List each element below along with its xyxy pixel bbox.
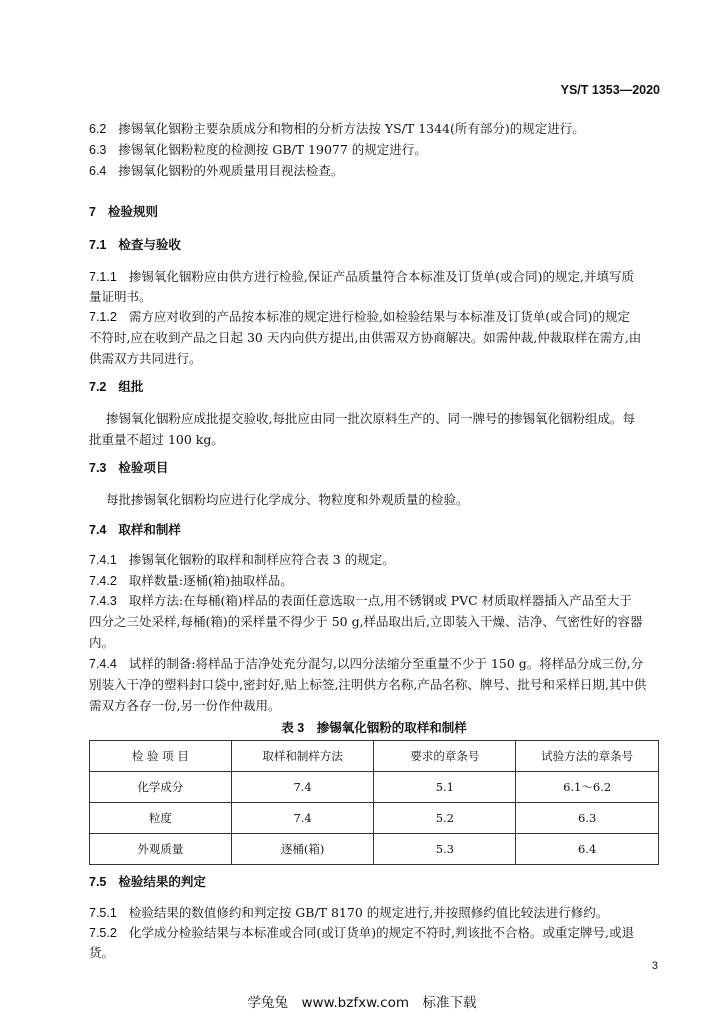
standard-code: YS/T 1353—2020	[560, 83, 660, 97]
table-cell: 5.2	[374, 803, 516, 834]
table-row	[90, 834, 659, 865]
table-cell: 6.4	[516, 834, 659, 865]
footer-watermark-link[interactable]: 学兔兔 www.bzfxw.com 标准下载	[247, 995, 477, 1011]
table-cell: 7.4	[231, 803, 374, 834]
section-7-2-para: 掺锡氧化铟粉应成批提交验收,每批应由同一批次原料生产的、同一牌号的掺锡氧化铟粉组成。每	[106, 411, 635, 426]
section-7-2-para-cont: 批重量不超过 100 kg。	[89, 432, 224, 447]
clause-7-4-2: 7.4.2 取样数量:逐桶(箱)抽取样品。	[89, 573, 293, 588]
page-number: 3	[651, 960, 658, 972]
section-7-2-heading: 7.2 组批	[89, 380, 144, 394]
clause-7-4-3-cont1: 四分之三处采样,每桶(箱)的采样量不得少于 50 g,样品取出后,立即装入干燥、洁净、气密性好的容器	[89, 614, 643, 629]
clause-6-3: 6.3 掺锡氧化铟粉粒度的检测按 GB/T 19077 的规定进行。	[89, 142, 427, 157]
table-header-cell: 要求的章条号	[374, 741, 516, 772]
table-cell: 5.1	[374, 772, 516, 803]
table-cell: 外观质量	[90, 834, 232, 865]
table-header-row	[90, 741, 659, 772]
clause-7-4-4-cont1: 别装入干净的塑料封口袋中,密封好,贴上标签,注明供方名称,产品名称、牌号、批号和采样日期,其中供	[89, 677, 647, 692]
section-7-4-heading: 7.4 取样和制样	[89, 523, 181, 537]
table-header-cell: 取样和制样方法	[231, 741, 374, 772]
clause-6-2: 6.2 掺锡氧化铟粉主要杂质成分和物相的分析方法按 YS/T 1344(所有部分)的规定进行。	[89, 121, 585, 136]
table-cell: 5.3	[374, 834, 516, 865]
clause-7-1-1-cont: 量证明书。	[89, 289, 152, 304]
table-row	[90, 803, 659, 834]
sampling-table	[89, 740, 659, 865]
section-7-heading: 7 检验规则	[89, 205, 158, 219]
clause-7-4-4-cont2: 需双方各存一份,另一份作仲裁用。	[89, 698, 281, 713]
clause-7-4-3-cont2: 内。	[89, 635, 115, 650]
clause-7-4-1: 7.4.1 掺锡氧化铟粉的取样和制样应符合表 3 的规定。	[89, 552, 395, 567]
table-cell: 7.4	[231, 772, 374, 803]
clause-7-4-3: 7.4.3 取样方法:在每桶(箱)样品的表面任意选取一点,用不锈钢或 PVC 材质取样器插入产品至大于	[89, 593, 632, 608]
clause-7-4-4: 7.4.4 试样的制备:将样品于洁净处充分混匀,以四分法缩分至重量不少于 150 g。将样品分成三份,分	[89, 656, 644, 671]
section-7-3-heading: 7.3 检验项目	[89, 461, 169, 475]
table-title: 表 3 掺锡氧化铟粉的取样和制样	[281, 721, 467, 735]
clause-6-4: 6.4 掺锡氧化铟粉的外观质量用目视法检查。	[89, 163, 344, 178]
table-cell: 粒度	[90, 803, 232, 834]
table-cell: 6.3	[516, 803, 659, 834]
table-cell: 逐桶(箱)	[231, 834, 374, 865]
table-cell: 6.1～6.2	[516, 772, 659, 803]
table-header-cell: 检 验 项 目	[90, 741, 232, 772]
table-header-cell: 试验方法的章条号	[516, 741, 659, 772]
clause-7-1-1: 7.1.1 掺锡氧化铟粉应由供方进行检验,保证产品质量符合本标准及订货单(或合同)的规定,并填写质	[89, 269, 635, 284]
section-7-5-heading: 7.5 检验结果的判定	[89, 875, 206, 889]
clause-7-1-2-cont1: 不符时,应在收到产品之日起 30 天内向供方提出,由供需双方协商解决。如需仲裁,仲裁取样在需方,由	[89, 330, 642, 345]
section-7-3-para: 每批掺锡氧化铟粉均应进行化学成分、物粒度和外观质量的检验。	[106, 492, 469, 507]
table-row	[90, 772, 659, 803]
clause-7-5-2-cont: 货。	[89, 945, 115, 960]
clause-7-5-2: 7.5.2 化学成分检验结果与本标准或合同(或订货单)的规定不符时,判该批不合格。或重定牌号,或退	[89, 925, 635, 940]
clause-7-1-2: 7.1.2 需方应对收到的产品按本标准的规定进行检验,如检验结果与本标准及订货单(或合同)的规定	[89, 309, 631, 324]
table-cell: 化学成分	[90, 772, 232, 803]
section-7-1-heading: 7.1 检查与验收	[89, 238, 181, 252]
clause-7-5-1: 7.5.1 检验结果的数值修约和判定按 GB/T 8170 的规定进行,并按照修约值比较法进行修约。	[89, 905, 609, 920]
clause-7-1-2-cont2: 供需双方共同进行。	[89, 351, 202, 366]
